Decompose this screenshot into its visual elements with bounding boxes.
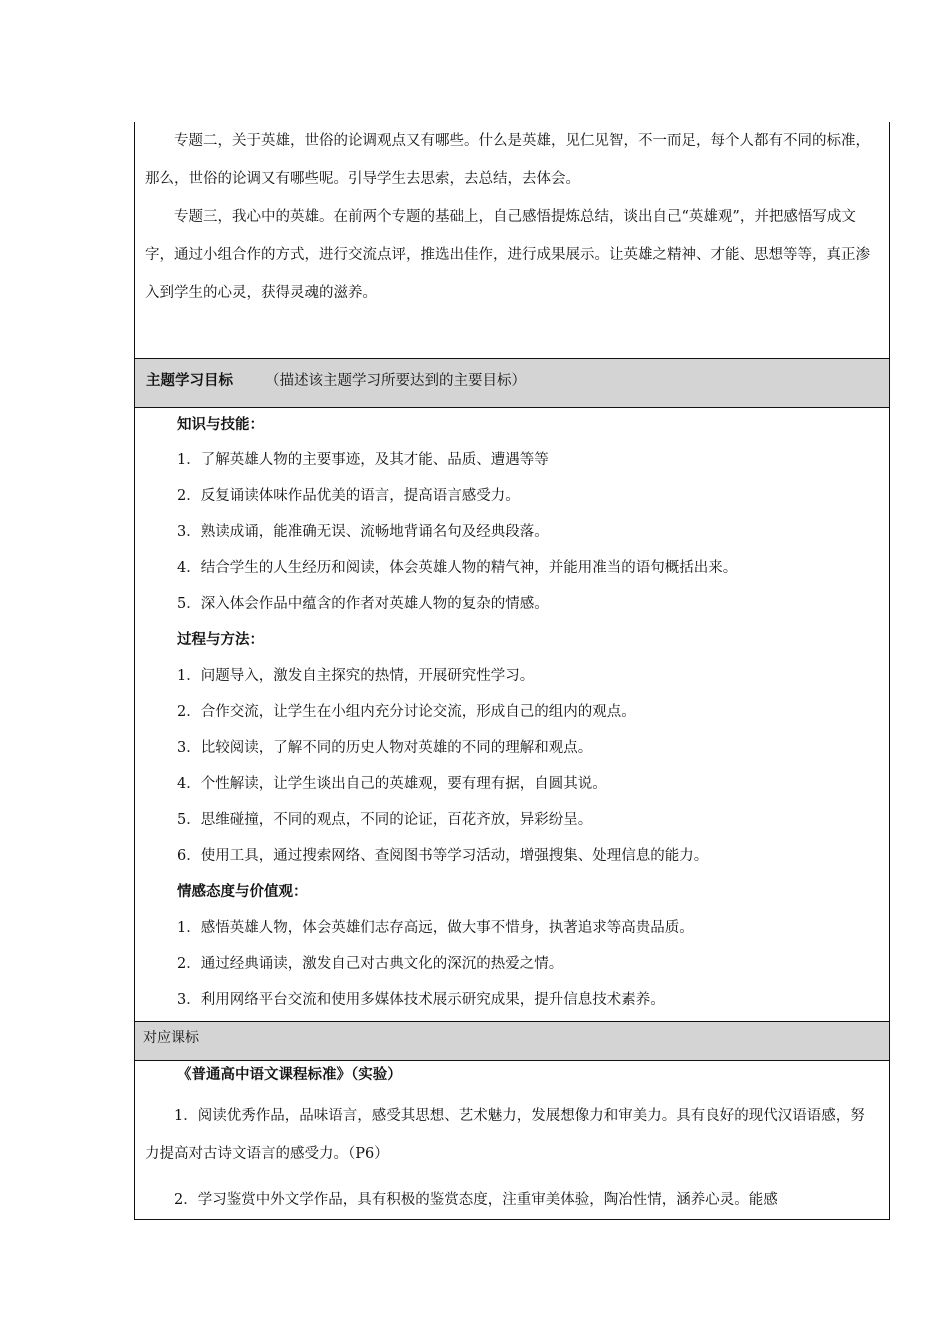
emotion-heading: 情感态度与价值观：	[177, 884, 308, 900]
process-item: 3．比较阅读，了解不同的历史人物对英雄的不同的理解和观点。	[177, 740, 593, 756]
goals-header-row	[135, 358, 889, 408]
standards-title: 对应课标	[143, 1030, 199, 1046]
emotion-item: 1．感悟英雄人物，体会英雄们志存高远，做大事不惜身，执著追求等高贵品质。	[177, 920, 694, 936]
standard-paragraph-2: 2．学习鉴赏中外文学作品，具有积极的鉴赏态度，注重审美体验，陶冶性情，涵养心灵。能感	[174, 1192, 778, 1208]
standards-header-row	[135, 1021, 889, 1061]
topic-two-paragraph: 专题二，关于英雄，世俗的论调观点又有哪些。什么是英雄，见仁见智，不一而足，每个人都有不同的标准，那么，世俗的论调又有哪些呢。引导学生去思索，去总结，去体会。	[145, 133, 870, 187]
knowledge-item: 2．反复诵读体味作品优美的语言，提高语言感受力。	[177, 488, 520, 504]
emotion-item: 2．通过经典诵读，激发自己对古典文化的深沉的热爱之情。	[177, 956, 564, 972]
standards-body	[135, 1061, 889, 1220]
knowledge-item: 3．熟读成诵，能准确无误、流畅地背诵名句及经典段落。	[177, 524, 549, 540]
knowledge-item: 4．结合学生的人生经历和阅读，体会英雄人物的精气神，并能用准当的语句概括出来。	[177, 560, 738, 576]
standard-paragraph-1: 1．阅读优秀作品，品味语言，感受其思想、艺术魅力，发展想像力和审美力。具有良好的现代汉语语感，努力提高对古诗文语言的感受力。（P6）	[145, 1108, 865, 1162]
goals-title: 主题学习目标	[146, 373, 233, 389]
standards-book-title: 《普通高中语文课程标准》（实验）	[177, 1067, 402, 1083]
knowledge-item: 5．深入体会作品中蕴含的作者对英雄人物的复杂的情感。	[177, 596, 549, 612]
plan-table	[134, 122, 890, 1220]
process-item: 1．问题导入，激发自主探究的热情，开展研究性学习。	[177, 668, 535, 684]
process-item: 6．使用工具，通过搜索网络、查阅图书等学习活动，增强搜集、处理信息的能力。	[177, 848, 709, 864]
emotion-item: 3．利用网络平台交流和使用多媒体技术展示研究成果，提升信息技术素养。	[177, 992, 665, 1008]
goals-body	[135, 408, 889, 1021]
goals-description: （描述该主题学习所要达到的主要目标）	[265, 373, 526, 389]
knowledge-item: 1．了解英雄人物的主要事迹，及其才能、品质、遭遇等等	[177, 452, 549, 468]
knowledge-heading: 知识与技能：	[177, 417, 264, 433]
topic-three-paragraph: 专题三，我心中的英雄。在前两个专题的基础上，自己感悟提炼总结，谈出自己“英雄观”，并把感悟写成文字，通过小组合作的方式，进行交流点评，推选出佳作，进行成果展示。让英雄之精神、才能、思想等等，真正渗入到学生的心灵，获得灵魂的滋养。	[145, 209, 870, 301]
process-item: 4．个性解读，让学生谈出自己的英雄观，要有理有据，自圆其说。	[177, 776, 607, 792]
process-item: 5．思维碰撞，不同的观点，不同的论证，百花齐放，异彩纷呈。	[177, 812, 593, 828]
process-heading: 过程与方法：	[177, 632, 264, 648]
process-item: 2．合作交流，让学生在小组内充分讨论交流，形成自己的组内的观点。	[177, 704, 636, 720]
